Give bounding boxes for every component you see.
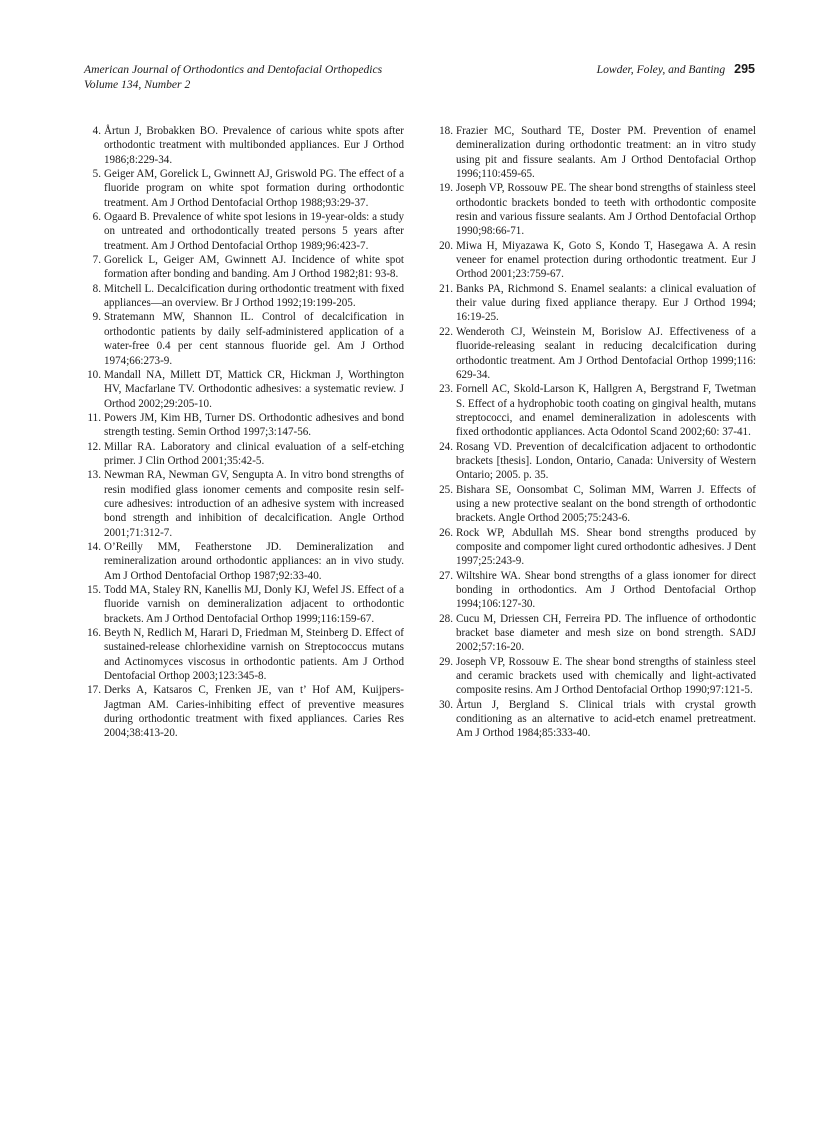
reference-text: Stratemann MW, Shannon IL. Control of decalcification in orthodontic patients by daily self-administered application of a water-free 0.4 per cent stannous fluoride gel. Am J Orthod 1974;66:273-9.	[104, 311, 404, 367]
reference-number: 28.	[439, 612, 453, 625]
reference-number: 13.	[87, 469, 101, 482]
reference-item	[433, 483, 756, 526]
reference-text: Ogaard B. Prevalence of white spot lesions in 19-year-olds: a study on untreated and orthodontically treated persons 5 years after treatment. Am J Orthod Dentofacial Orthop 1989;96:423-7.	[104, 211, 404, 252]
reference-text: Frazier MC, Southard TE, Doster PM. Prevention of enamel demineralization during orthodontic treatment: an in vitro study using pit and fissure sealants. Am J Orthod Dentofacial Orthop 1996;110:459-65.	[456, 125, 756, 181]
reference-text: Wenderoth CJ, Weinstein M, Borislow AJ. Effectiveness of a fluoride-releasing sealant in reducing decalcification during orthodontic treatment. Am J Orthod Dentofacial Orthop 1999;116: 629-34.	[456, 325, 756, 381]
reference-item	[433, 440, 756, 483]
reference-number: 6.	[92, 211, 101, 224]
reference-text: Årtun J, Bergland S. Clinical trials with crystal growth conditioning as an alternative to acid-etch enamel pretreatment. Am J Orthod 1984;85:333-40.	[456, 698, 756, 740]
reference-text: Mitchell L. Decalcification during orthodontic treatment with fixed appliances—an overview. Br J Orthod 1992;19:199-205.	[104, 282, 404, 310]
references-left-column	[81, 124, 404, 741]
reference-number: 9.	[92, 311, 101, 324]
reference-number: 15.	[87, 584, 101, 596]
reference-item	[81, 683, 404, 740]
reference-number: 21.	[439, 282, 453, 295]
reference-item	[433, 569, 756, 612]
reference-number: 19.	[439, 182, 453, 195]
reference-number: 30.	[439, 698, 453, 711]
reference-number: 17.	[87, 684, 101, 697]
reference-number: 25.	[439, 483, 453, 496]
reference-item	[81, 124, 404, 167]
reference-item	[81, 210, 404, 253]
reference-number: 5.	[92, 168, 101, 181]
reference-text: Rock WP, Abdullah MS. Shear bond strengths produced by composite and compomer light cured orthodontic adhesives. J Dent 1997;25:243-9.	[456, 526, 756, 568]
reference-text: Wiltshire WA. Shear bond strengths of a glass ionomer for direct bonding in orthodontics. Am J Orthod Dentofacial Orthop 1994;106:127-30.	[456, 569, 756, 611]
reference-text: Fornell AC, Skold-Larson K, Hallgren A, Bergstrand F, Twetman S. Effect of a hydrophobic tooth coating on gingival health, mutans streptococci, and enamel demineralization in adolescents with fixed orthodontic appliances. Acta Odontol Scand 2002;60: 37-41.	[456, 383, 756, 439]
reference-item	[81, 167, 404, 210]
reference-text: Bishara SE, Oonsombat C, Soliman MM, Warren J. Effects of using a new protective sealant on the bond strength of orthodontic brackets. Angle Orthod 2005;75:243-6.	[456, 483, 756, 525]
reference-text: Geiger AM, Gorelick L, Gwinnett AJ, Griswold PG. The effect of a fluoride program on white spot formation during orthodontic treatment. Am J Orthod Dentofacial Orthop 1988;93:29-37.	[104, 168, 404, 209]
reference-number: 27.	[439, 569, 453, 582]
reference-text: Beyth N, Redlich M, Harari D, Friedman M, Steinberg D. Effect of sustained-release chlorhexidine varnish on Streptococcus mutans and Actinomyces viscosus in orthodontic patients. Am J Orthod Dentofacial Orthop 2003;123:345-8.	[104, 627, 404, 683]
reference-text: Newman RA, Newman GV, Sengupta A. In vitro bond strengths of resin modified glass ionomer cements and composite resin self-cure adhesives: introduction of an adhesive system with increased bond strength and inhibition of decalcification. Angle Orthod 2001;71:312-7.	[104, 469, 404, 539]
reference-number: 8.	[92, 282, 101, 295]
running-header-left	[84, 63, 382, 92]
reference-item	[81, 583, 404, 626]
reference-number: 26.	[439, 526, 453, 539]
reference-item	[433, 382, 756, 439]
reference-item	[81, 440, 404, 469]
page-number: 295	[734, 62, 755, 76]
reference-item	[433, 282, 756, 325]
reference-text: Cucu M, Driessen CH, Ferreira PD. The influence of orthodontic bracket base diameter and mesh size on bond strength. SADJ 2002;57:16-20.	[456, 612, 756, 654]
reference-item	[433, 698, 756, 741]
volume-number: Volume 134, Number 2	[84, 77, 191, 91]
reference-number: 24.	[439, 440, 453, 453]
reference-item	[81, 540, 404, 583]
reference-number: 4.	[92, 125, 101, 137]
reference-text: Årtun J, Brobakken BO. Prevalence of carious white spots after orthodontic treatment with multibonded appliances. Eur J Orthod 1986;8:229-34.	[104, 125, 404, 166]
reference-number: 22.	[439, 325, 453, 338]
reference-item	[81, 310, 404, 367]
running-header-right	[597, 62, 755, 76]
authors: Lowder, Foley, and Banting	[596, 63, 726, 76]
reference-item	[433, 526, 756, 569]
reference-text: Miwa H, Miyazawa K, Goto S, Kondo T, Hasegawa A. A resin veneer for enamel protection during orthodontic treatment. Eur J Orthod 2001;23:759-67.	[456, 239, 756, 281]
reference-text: Powers JM, Kim HB, Turner DS. Orthodontic adhesives and bond strength testing. Semin Orthod 1997;3:147-56.	[104, 411, 404, 439]
reference-number: 10.	[87, 368, 101, 381]
reference-number: 29.	[439, 655, 453, 668]
reference-number: 23.	[439, 383, 453, 396]
reference-item	[81, 626, 404, 683]
reference-item	[433, 124, 756, 181]
reference-item	[433, 612, 756, 655]
reference-number: 18.	[439, 125, 453, 137]
reference-text: Gorelick L, Geiger AM, Gwinnett AJ. Incidence of white spot formation after bonding and banding. Am J Orthod 1982;81: 93-8.	[104, 254, 404, 281]
reference-text: Joseph VP, Rossouw E. The shear bond strengths of stainless steel and ceramic brackets used with chemically and light-activated composite resins. Am J Orthod Dentofacial Orthop 1990;97:121-5.	[456, 655, 756, 697]
reference-item	[433, 239, 756, 282]
reference-number: 14.	[87, 540, 101, 553]
reference-number: 16.	[87, 627, 101, 640]
reference-text: Mandall NA, Millett DT, Mattick CR, Hickman J, Worthington HV, Macfarlane TV. Orthodontic adhesives: a systematic review. J Orthod 2002;29:205-10.	[104, 368, 404, 410]
reference-number: 20.	[439, 239, 453, 252]
reference-item	[81, 253, 404, 282]
reference-number: 7.	[92, 254, 101, 267]
reference-item	[433, 325, 756, 382]
reference-item	[81, 468, 404, 540]
reference-item	[81, 282, 404, 311]
reference-item	[81, 411, 404, 440]
reference-text: Banks PA, Richmond S. Enamel sealants: a clinical evaluation of their value during fixed appliance therapy. Eur J Orthod 1994; 16:19-25.	[456, 282, 756, 324]
reference-item	[433, 655, 756, 698]
reference-item	[81, 368, 404, 411]
reference-text: Joseph VP, Rossouw PE. The shear bond strengths of stainless steel orthodontic brackets bonded to teeth with orthodontic composite resin and various fissure sealants. Am J Orthod Dentofacial Orthop 1990;98:66-71.	[456, 182, 756, 238]
reference-item	[433, 181, 756, 238]
reference-number: 12.	[87, 440, 101, 453]
references-right-column	[433, 124, 756, 741]
reference-number: 11.	[87, 411, 101, 424]
reference-text: Todd MA, Staley RN, Kanellis MJ, Donly KJ, Wefel JS. Effect of a fluoride varnish on demineralization adjacent to orthodontic brackets. Am J Orthod Dentofacial Orthop 1999;116:159-67.	[104, 584, 404, 625]
reference-text: Rosang VD. Prevention of decalcification adjacent to orthodontic brackets [thesis]. London, Ontario, Canada: University of Western Ontario; 2005. p. 35.	[456, 440, 756, 482]
reference-text: O’Reilly MM, Featherstone JD. Demineralization and remineralization around orthodontic appliances: an in vivo study. Am J Orthod Dentofacial Orthop 1987;92:33-40.	[104, 540, 404, 582]
reference-text: Millar RA. Laboratory and clinical evaluation of a self-etching primer. J Clin Orthod 2001;35:42-5.	[104, 440, 404, 467]
reference-text: Derks A, Katsaros C, Frenken JE, van t’ Hof AM, Kuijpers-Jagtman AM. Caries-inhibiting effect of preventive measures during orthodontic treatment with fixed appliances. Caries Res 2004;38:413-20.	[104, 684, 404, 740]
journal-title: American Journal of Orthodontics and Dentofacial Orthopedics	[84, 63, 383, 76]
